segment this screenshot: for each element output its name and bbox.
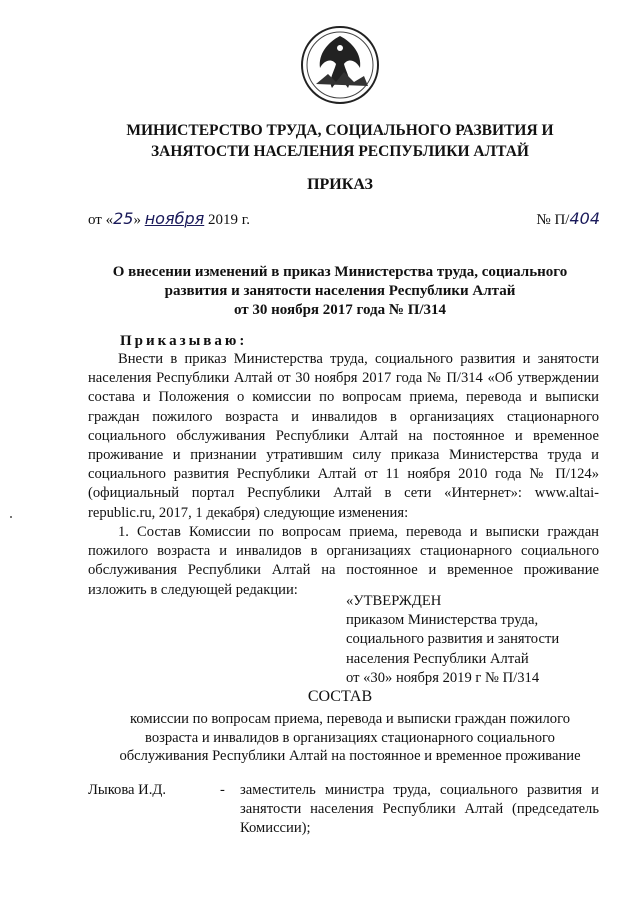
approval-stamp-text bbox=[346, 592, 606, 688]
date-mid: » bbox=[133, 212, 145, 228]
order-word: Приказываю: bbox=[120, 333, 248, 349]
approval-line2: приказом Министерства труда, bbox=[346, 612, 539, 629]
order-subject bbox=[80, 263, 600, 320]
member-role: заместитель министра труда, социального развития и занятости населения Республики Алтай (председатель Комиссии); bbox=[240, 782, 599, 837]
ministry-name-line1: МИНИСТЕРСТВО ТРУДА, СОЦИАЛЬНОГО РАЗВИТИЯ И bbox=[126, 122, 554, 139]
ministry-name bbox=[80, 120, 600, 162]
composition-description bbox=[100, 710, 600, 766]
document-number bbox=[536, 209, 600, 229]
date-year: 2019 г. bbox=[204, 212, 250, 228]
ministry-name-line2: ЗАНЯТОСТИ НАСЕЛЕНИЯ РЕСПУБЛИКИ АЛТАЙ bbox=[151, 143, 529, 160]
approval-line3: социального развития и занятости bbox=[346, 631, 560, 648]
composition-desc-line3: обслуживания Республики Алтай на постоянное и временное проживание bbox=[119, 748, 581, 764]
member-dash: - bbox=[220, 782, 225, 798]
composition-title: СОСТАВ bbox=[307, 688, 373, 705]
subject-line3: от 30 ноября 2017 года № П/314 bbox=[233, 302, 447, 318]
subject-line1: О внесении изменений в приказ Министерства труда, социального bbox=[112, 264, 568, 280]
date-number-line bbox=[88, 204, 600, 232]
document-type-title: ПРИКАЗ bbox=[307, 176, 373, 193]
date-prefix: от « bbox=[88, 212, 114, 228]
approval-line5: от «30» ноября 2019 г № П/314 bbox=[346, 669, 540, 686]
handwritten-number: 404 bbox=[569, 209, 600, 228]
handwritten-day: 25 bbox=[113, 209, 134, 228]
composition-desc-line2: возраста и инвалидов в организациях стационарного социального bbox=[145, 729, 555, 746]
item-1-paragraph: 1. Состав Комиссии по вопросам приема, перевода и выписки граждан пожилого возраста и инвалидов в организациях стационарного социального обслуживания Республики Алтай на постоянное и временное проживание изложить в следующей редакции: bbox=[88, 524, 599, 598]
handwritten-month: ноября bbox=[144, 209, 205, 228]
margin-mark bbox=[10, 516, 12, 518]
intro-paragraph: Внести в приказ Министерства труда, социального развития и занятости населения Республики Алтай от 30 ноября 2017 года № П/314 «Об утверждении состава и Положения о комиссии по вопросам приема, перевода и выписки граждан пожилого возраста и инвалидов в организациях стационарного социального обслуживания Республики Алтай на постоянное и временное проживание и признании утратившим силу приказа Министерства труда и социального развития Республики Алтай от 11 ноября 2010 года № П/124» (официальный портал Республики Алтай в сети «Интернет»: www.altai-republic.ru, 2017, 1 декабря) следующие изменения: bbox=[88, 351, 599, 521]
document-date bbox=[88, 209, 250, 229]
number-prefix: № П/ bbox=[536, 212, 570, 228]
member-name: Лыкова И.Д. bbox=[88, 782, 166, 798]
coat-of-arms-emblem bbox=[298, 24, 382, 106]
composition-desc-line1: комиссии по вопросам приема, перевода и выписки граждан пожилого bbox=[130, 711, 570, 727]
approval-line4: населения Республики Алтай bbox=[346, 650, 529, 667]
subject-line2: развития и занятости населения Республики Алтай bbox=[164, 283, 516, 299]
approval-line1: «УТВЕРЖДЕН bbox=[346, 593, 442, 609]
